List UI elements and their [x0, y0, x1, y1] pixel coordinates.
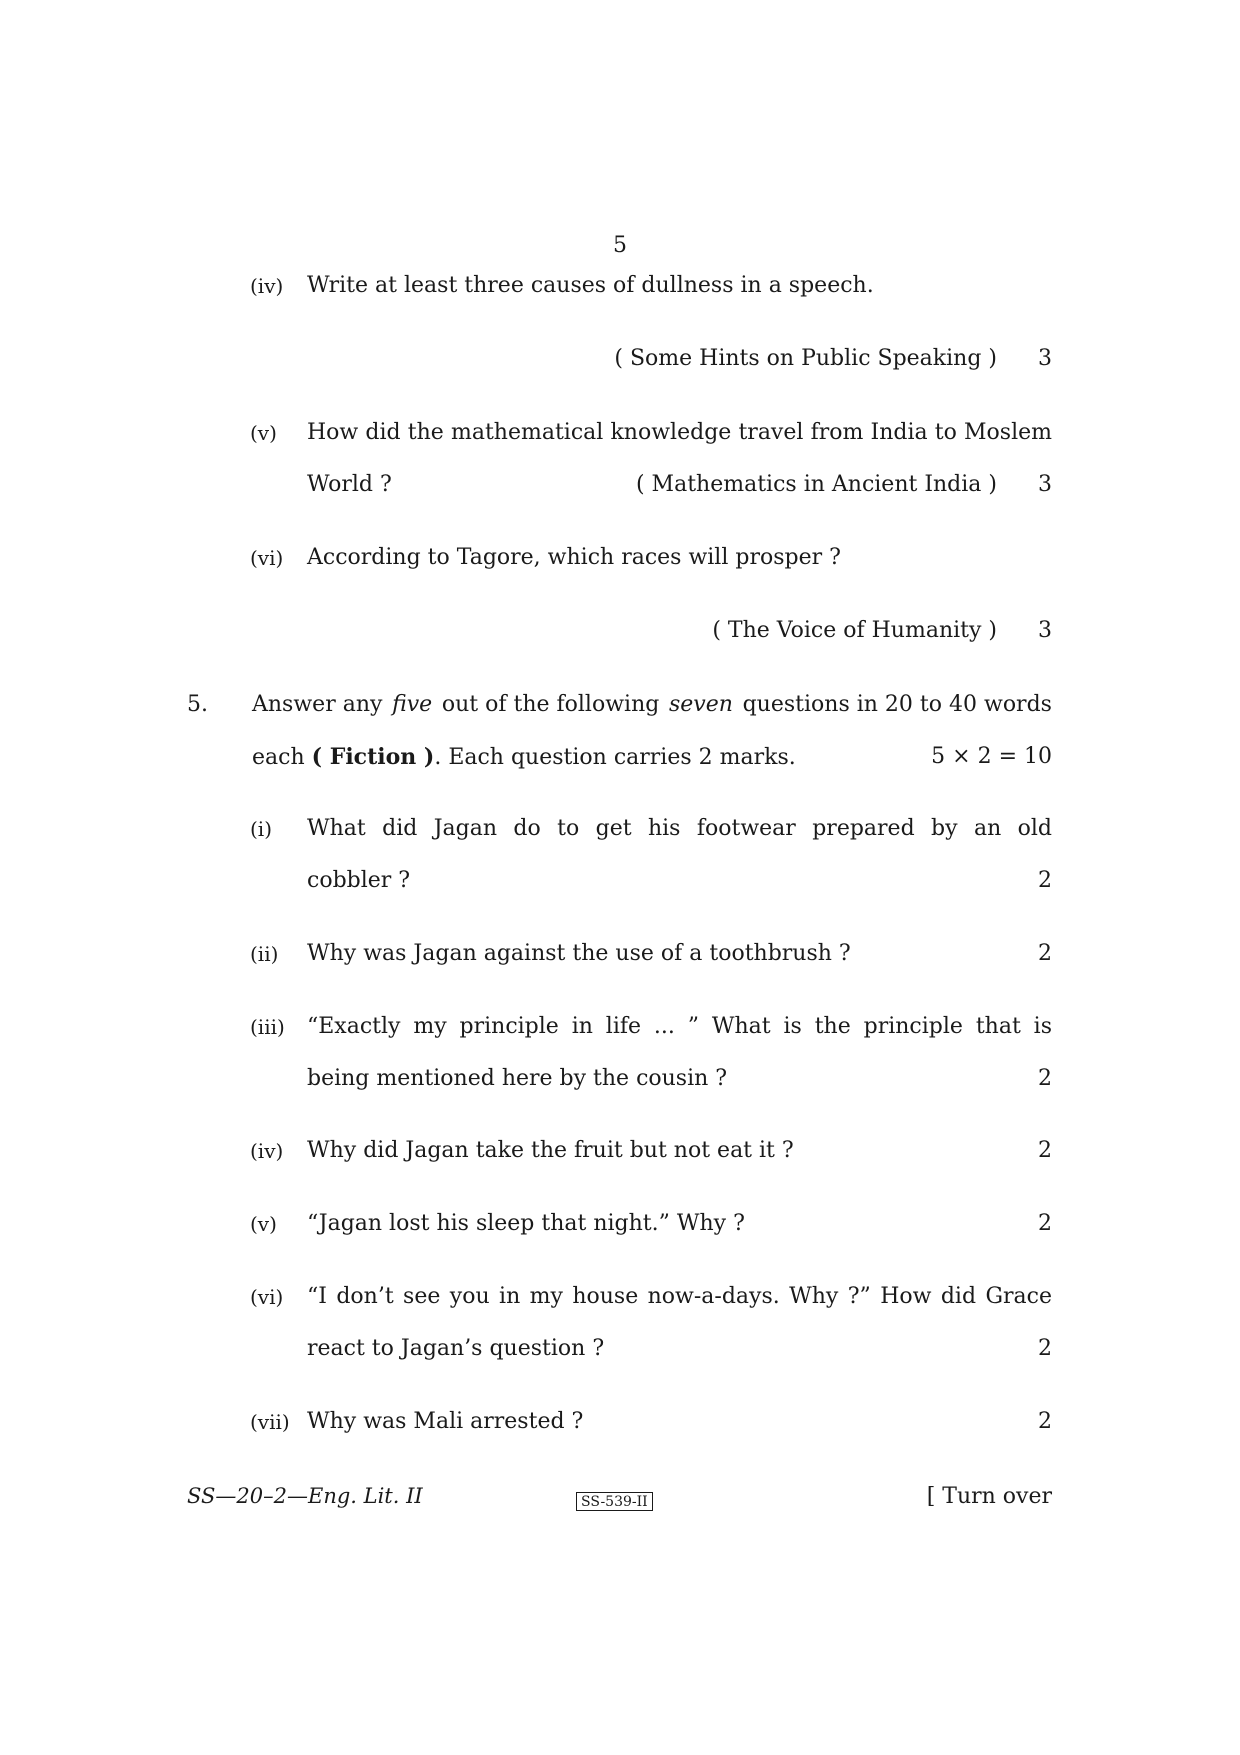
- question-marks: 3: [1038, 472, 1052, 497]
- instruction-part: each: [252, 745, 312, 770]
- question-text: How did the mathematical knowledge travel from India to Moslem: [307, 420, 1052, 445]
- question-source: ( Some Hints on Public Speaking ): [614, 346, 997, 371]
- question-text: Why was Mali arrested ?: [307, 1409, 584, 1434]
- instruction-bold: ( Fiction ): [311, 744, 435, 770]
- section-number: 5.: [187, 692, 208, 717]
- question-source: ( Mathematics in Ancient India ): [635, 472, 997, 497]
- question-marks: 2: [1038, 1336, 1052, 1361]
- instruction-part: . Each question carries 2 marks.: [434, 745, 796, 770]
- question-text: “Exactly my principle in life ... ” What is the principle that is: [307, 1014, 1052, 1039]
- question-marks: 2: [1038, 868, 1052, 893]
- instruction-part: questions in 20 to 40 words: [742, 692, 1052, 717]
- question-marks: 2: [1038, 1211, 1052, 1236]
- instruction-part: Answer any: [252, 692, 383, 717]
- question-text: react to Jagan’s question ?: [307, 1336, 605, 1361]
- question-marks: 3: [1038, 346, 1052, 371]
- question-number: (iv): [250, 274, 284, 298]
- question-text: Why did Jagan take the fruit but not eat it ?: [307, 1138, 794, 1163]
- question-text: What did Jagan do to get his footwear prepared by an old: [307, 816, 1052, 841]
- section-instruction: [252, 692, 1052, 717]
- question-number: (iii): [250, 1015, 285, 1039]
- instruction-emphasis: seven: [669, 692, 733, 717]
- question-number: (vi): [250, 1285, 284, 1309]
- instruction-emphasis: five: [392, 692, 433, 717]
- question-text: being mentioned here by the cousin ?: [307, 1066, 728, 1091]
- question-number: (v): [250, 421, 277, 445]
- question-number: (ii): [250, 942, 279, 966]
- question-number: (v): [250, 1212, 277, 1236]
- question-marks: 2: [1038, 941, 1052, 966]
- section-instruction-line2: [252, 744, 796, 770]
- question-number: (vii): [250, 1410, 290, 1434]
- footer-paper-code: SS—20–2—Eng. Lit. II: [187, 1484, 423, 1508]
- question-text: World ?: [307, 472, 392, 497]
- question-marks: 2: [1038, 1066, 1052, 1091]
- question-text: Why was Jagan against the use of a toothbrush ?: [307, 941, 851, 966]
- question-text: “Jagan lost his sleep that night.” Why ?: [307, 1211, 745, 1236]
- question-source: ( The Voice of Humanity ): [712, 618, 997, 643]
- question-text: Write at least three causes of dullness in a speech.: [307, 273, 874, 298]
- question-text: cobbler ?: [307, 868, 411, 893]
- page-number: 5: [613, 233, 627, 258]
- footer-code-box: [576, 1487, 653, 1512]
- instruction-part: out of the following: [441, 692, 660, 717]
- question-marks: 3: [1038, 618, 1052, 643]
- question-number: (vi): [250, 546, 284, 570]
- question-number: (iv): [250, 1139, 284, 1163]
- question-text: “I don’t see you in my house now-a-days. Why ?” How did Grace: [307, 1284, 1052, 1309]
- question-text: According to Tagore, which races will prosper ?: [307, 545, 841, 570]
- question-number: (i): [250, 817, 273, 841]
- question-marks: 2: [1038, 1138, 1052, 1163]
- section-total-marks: 5 × 2 = 10: [931, 744, 1052, 769]
- turn-over-label: [ Turn over: [926, 1484, 1052, 1509]
- footer-code: SS-539-II: [576, 1492, 653, 1511]
- question-marks: 2: [1038, 1409, 1052, 1434]
